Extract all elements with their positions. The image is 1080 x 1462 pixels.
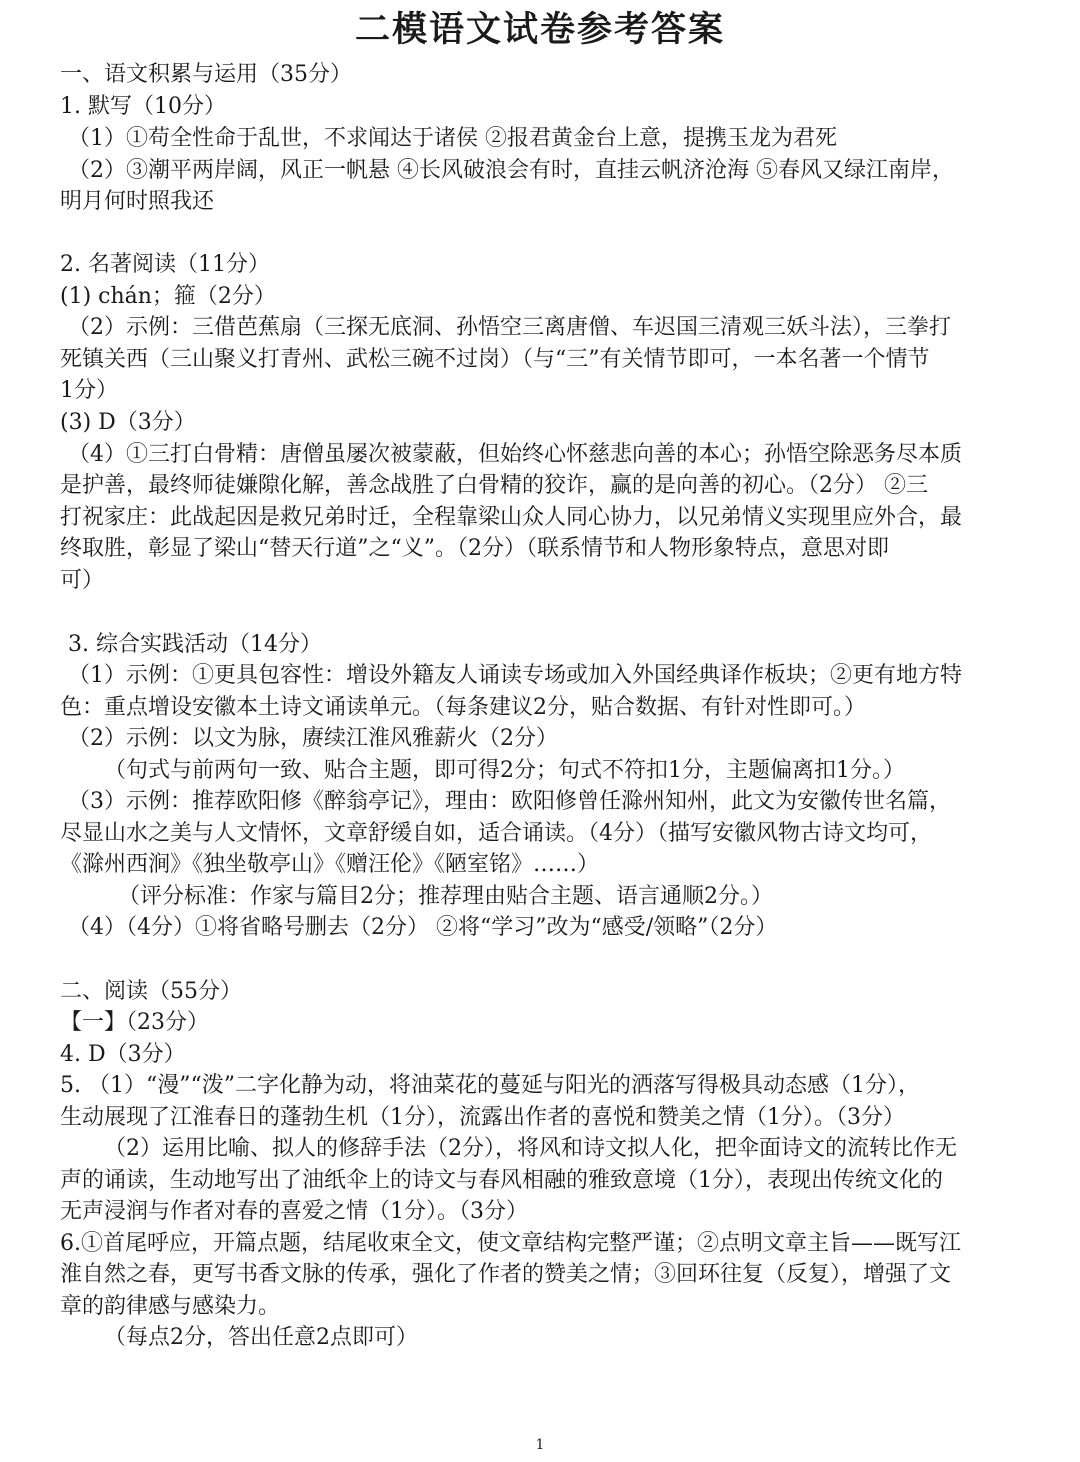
answer-line: 可） — [60, 568, 105, 593]
page-number: 1 — [535, 1437, 545, 1453]
answer-line: (1) chán；箍（2分） — [60, 284, 276, 309]
answer-line: （4）（4分）①将省略号删去（2分） ②将“学习”改为“感受/领略”（2分） — [68, 915, 778, 940]
scoring-note: （评分标准：作家与篇目2分；推荐理由贴合主题、语言通顺2分。） — [118, 884, 773, 909]
scoring-note: （句式与前两句一致、贴合主题，即可得2分；句式不符扣1分，主题偏离扣1分。） — [104, 758, 905, 783]
answer-line: （4）①三打白骨精：唐僧虽屡次被蒙蔽，但始终心怀慈悲向善的本心；孙悟空除恶务尽本质 — [68, 442, 963, 467]
answer-line: 4. D（3分） — [60, 1042, 186, 1067]
answer-line: 声的诵读，生动地写出了油纸伞上的诗文与春风相融的雅致意境（1分），表现出传统文化的 — [60, 1168, 944, 1193]
section-heading: 一、语文积累与运用（35分） — [60, 62, 352, 87]
answer-line: （2）运用比喻、拟人的修辞手法（2分），将风和诗文拟人化，把伞面诗文的流转比作无 — [104, 1136, 957, 1161]
answer-line: 《滁州西涧》《独坐敬亭山》《赠汪伦》《陋室铭》……） — [60, 852, 600, 877]
answer-line: （2）③潮平两岸阔，风正一帆悬 ④长风破浪会有时，直挂云帆济沧海 ⑤春风又绿江南岸， — [68, 158, 954, 183]
section-heading: 二、阅读（55分） — [60, 979, 242, 1004]
answer-line: （1）示例：①更具包容性：增设外籍友人诵读专场或加入外国经典译作板块；②更有地方特 — [68, 663, 963, 688]
answer-line: 死镇关西（三山聚义打青州、武松三碗不过岗）（与“三”有关情节即可，一本名著一个情节 — [60, 347, 930, 372]
subsection-heading: 【一】（23分） — [60, 1010, 209, 1035]
answer-line: （2）示例：三借芭蕉扇（三探无底洞、孙悟空三离唐僧、车迟国三清观三妖斗法），三拳打 — [68, 315, 952, 340]
answer-line: (3) D（3分） — [60, 410, 196, 435]
answer-line: 无声浸润与作者对春的喜爱之情（1分）。（3分） — [60, 1199, 528, 1224]
scoring-note: （每点2分，答出任意2点即可） — [104, 1325, 418, 1350]
answer-line: 是护善，最终师徒嫌隙化解，善念战胜了白骨精的狡诈，赢的是向善的初心。（2分） ②三 — [60, 473, 928, 498]
answer-line: 终取胜，彰显了梁山“替天行道”之“义”。（2分）（联系情节和人物形象特点，意思对即 — [60, 536, 889, 561]
answer-line: 淮自然之春，更写书香文脉的传承，强化了作者的赞美之情；③回环往复（反复），增强了文 — [60, 1262, 952, 1287]
answer-line: 打祝家庄：此战起因是救兄弟时迁，全程靠梁山众人同心协力，以兄弟情义实现里应外合，最 — [60, 505, 963, 530]
answer-line: 色：重点增设安徽本土诗文诵读单元。（每条建议2分，贴合数据、有针对性即可。） — [60, 695, 866, 720]
answer-line: 5. （1）“漫”“泼”二字化静为动，将油菜花的蔓延与阳光的洒落写得极具动态感（1分）， — [60, 1073, 920, 1098]
answer-line: 6.①首尾呼应，开篇点题，结尾收束全文，使文章结构完整严谨；②点明文章主旨——既写江 — [60, 1231, 961, 1256]
question-heading: 2. 名著阅读（11分） — [60, 252, 270, 277]
answer-line: 1分） — [60, 378, 118, 403]
question-heading: 1. 默写（10分） — [60, 94, 226, 119]
answer-line: （1）①苟全性命于乱世，不求闻达于诸侯 ②报君黄金台上意，提携玉龙为君死 — [68, 126, 837, 151]
answer-line: （2）示例：以文为脉，赓续江淮风雅薪火（2分） — [68, 726, 558, 751]
answer-line: （3）示例：推荐欧阳修《醉翁亭记》，理由：欧阳修曾任滁州知州，此文为安徽传世名篇， — [68, 789, 952, 814]
question-heading: 3. 综合实践活动（14分） — [68, 632, 322, 657]
answer-line: 明月何时照我还 — [60, 189, 215, 214]
answer-line: 生动展现了江淮春日的蓬勃生机（1分），流露出作者的喜悦和赞美之情（1分）。（3分） — [60, 1105, 905, 1130]
page-title: 二模语文试卷参考答案 — [354, 9, 725, 50]
answer-line: 章的韵律感与感染力。 — [60, 1294, 281, 1319]
answer-line: 尽显山水之美与人文情怀，文章舒缓自如，适合诵读。（4分）（描写安徽风物古诗文均可， — [60, 821, 933, 846]
